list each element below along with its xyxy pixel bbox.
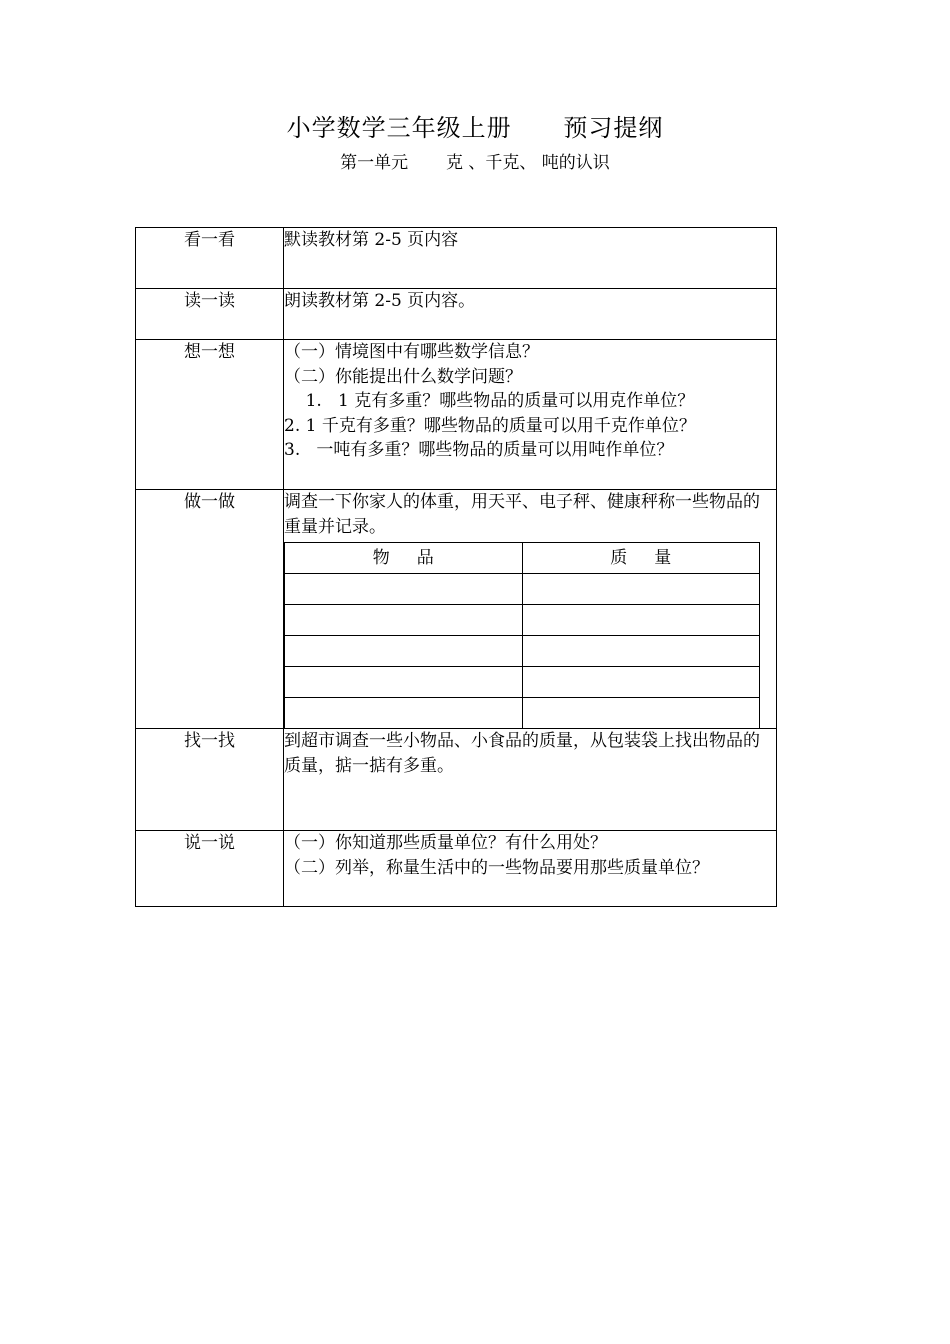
content-line: 1. 1 克有多重？哪些物品的质量可以用克作单位？ [284,391,695,411]
row-content-read [284,289,777,340]
content-line: （一）情境图中有哪些数学信息？ [284,342,539,362]
row-label-do: 做一做 [136,490,284,729]
record-cell[interactable] [522,574,760,605]
page-title: 小学数学三年级上册 预习提纲 [286,114,664,142]
row-label-find: 找一找 [136,729,284,831]
page-subtitle: 第一单元 克 、千克、 吨的认识 [340,153,610,173]
row-content-say [284,831,777,907]
record-row [285,574,760,605]
row-content-look [284,228,777,289]
content-text: 调查一下你家人的体重，用天平、电子秤、健康秤称一些物品的重量并记录。 [284,492,760,537]
record-cell[interactable] [522,605,760,636]
row-label-say: 说一说 [136,831,284,907]
table-row [136,490,777,729]
table-row [136,831,777,907]
record-header-mass: 质 量 [522,543,760,574]
content-line: 朗读教材第 2-5 页内容。 [284,291,476,311]
content-line: 3. 一吨有多重？哪些物品的质量可以用吨作单位？ [284,440,674,460]
row-label-look: 看一看 [136,228,284,289]
record-cell[interactable] [285,698,523,729]
row-content-think [284,340,777,490]
record-cell[interactable] [522,636,760,667]
record-cell[interactable] [285,636,523,667]
record-cell[interactable] [285,574,523,605]
table-row [136,228,777,289]
record-cell[interactable] [522,698,760,729]
row-content-do [284,490,777,729]
table-row [136,340,777,490]
record-table [284,542,760,728]
outline-table [135,227,777,907]
content-line: 2. 1 千克有多重？哪些物品的质量可以用千克作单位？ [284,415,696,436]
row-content-find [284,729,777,831]
content-line: （一）你知道那些质量单位？有什么用处？ [284,833,607,853]
row-label-read: 读一读 [136,289,284,340]
content-line: （二）你能提出什么数学问题？ [284,366,522,387]
content-line: （二）列举，称量生活中的一些物品要用那些质量单位？ [284,857,709,878]
record-cell[interactable] [522,667,760,698]
content-text: 到超市调查一些小物品、小食品的质量，从包装袋上找出物品的质量，掂一掂有多重。 [284,731,760,776]
record-row [285,605,760,636]
table-row [136,729,777,831]
record-cell[interactable] [285,667,523,698]
record-header-row [285,543,760,574]
table-row [136,289,777,340]
record-row [285,698,760,729]
record-header-item: 物 品 [285,543,523,574]
record-cell[interactable] [285,605,523,636]
content-line: 默读教材第 2-5 页内容 [284,230,459,250]
record-row [285,636,760,667]
record-row [285,667,760,698]
row-label-think: 想一想 [136,340,284,490]
